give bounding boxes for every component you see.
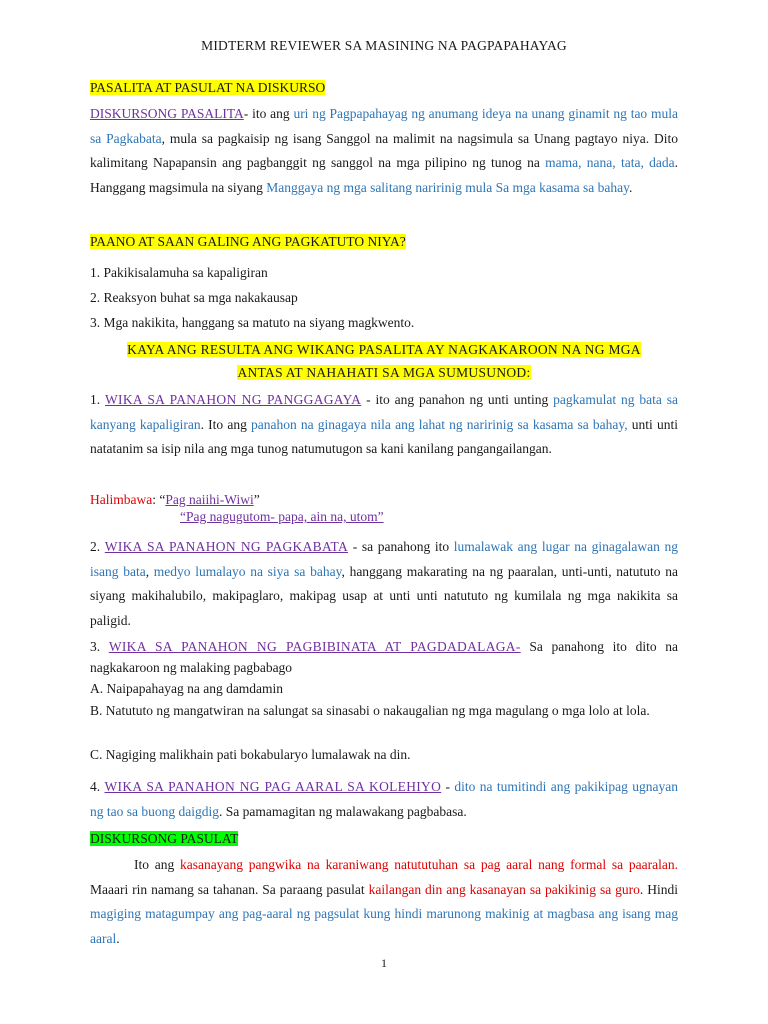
example-label: Halimbawa: [90, 492, 153, 507]
text: . Ito ang: [200, 416, 251, 432]
example-line-2: [90, 507, 678, 527]
paragraph-diskursong-pasulat: [90, 853, 678, 951]
heading-text: PAANO AT SAAN GALING ANG PAGKATUTO NIYA?: [90, 234, 406, 249]
highlight-text: pagkamulat ng bata sa kanyang kapaligiran: [90, 392, 678, 432]
term-diskursong-pasalita: DISKURSONG PASALITA: [90, 106, 244, 121]
highlight-text: panahon na ginagaya nila ang lahat ng naririnig sa kasama sa bahay,: [250, 416, 628, 432]
text: - ito ang: [243, 106, 294, 121]
term-kolehiyo: WIKA SA PANAHON NG PAG AARAL SA KOLEHIYO: [104, 779, 442, 794]
list-item: 3. Mga nakikita, hanggang sa matuto na siyang magkwento.: [90, 315, 415, 330]
text: - sa panahong ito: [348, 539, 454, 554]
text: , mula sa pagkaisip ng isang Sanggol na malimit na nagsimula sa Unang pagtayo niya. Dito kalimitang Napapansin ang pagbanggit ng sanggol na mga pilipino ng tunog na: [90, 130, 678, 170]
highlight-text: kasanayang pangwika na karaniwang natututuhan sa pag aaral nang formal sa paaralan.: [180, 857, 678, 872]
banner-line-2: ANTAS AT NAHAHATI SA MGA SUMUSUNOD:: [237, 365, 531, 380]
text: -: [441, 779, 455, 794]
text: unti unti natatanim sa isip nila ang mga tunog natumutugon sa kani kanilang pangangailangan.: [90, 416, 678, 456]
section-heading-pasalita-pasulat: [90, 80, 678, 96]
text: . Sa pamamagitan ng malawakang pagbabasa.: [218, 803, 467, 819]
sub-item-b: B. Natututo ng mangatwiran na salungat sa sinasabi o nakaugalian ng mga magulang o mga lolo at lola.: [90, 703, 650, 718]
highlight-text: kailangan din ang kasanayan sa pakikinig sa guro: [368, 881, 640, 897]
document-title: MIDTERM REVIEWER SA MASINING NA PAGPAPAHAYAG: [201, 38, 567, 53]
item-number: 1.: [90, 392, 105, 407]
page-number: 1: [381, 956, 387, 970]
highlight-text: dito na tumitindi ang pakikipag ugnayan ng tao sa buong daigdig: [90, 779, 678, 819]
item-number: 4.: [90, 779, 105, 794]
text: Sa panahong ito dito na nagkakaroon ng malaking pagbabago: [90, 639, 678, 675]
sub-item-a: A. Naipapahayag na ang damdamin: [90, 681, 284, 696]
text: ”: [253, 492, 260, 507]
section-heading-pasulat: [90, 831, 678, 847]
text: ,: [145, 563, 154, 579]
term-pagkabata: WIKA SA PANAHON NG PAGKABATA: [104, 539, 349, 554]
highlight-text: medyo lumalayo na siya sa bahay: [153, 563, 342, 579]
item-kolehiyo: [90, 775, 678, 824]
text: - ito ang panahon ng unti unting: [361, 392, 554, 407]
term-panggagaya: WIKA SA PANAHON NG PANGGAGAYA: [105, 392, 362, 407]
list-item: 1. Pakikisalamuha sa kapaligiran: [90, 265, 268, 280]
item-pagbibinata: [90, 636, 678, 678]
banner-line-1: KAYA ANG RESULTA ANG WIKANG PASALITA AY NAGKAKAROON NA NG MGA: [127, 342, 641, 357]
item-pagkabata: [90, 535, 678, 633]
sub-item-c: C. Nagiging malikhain pati bokabularyo lumalawak na din.: [90, 747, 411, 762]
text: :: [152, 492, 160, 507]
text: . Hindi: [639, 881, 678, 897]
text: Ito ang: [134, 857, 181, 872]
text: .: [116, 930, 120, 946]
section-heading-pagkatuto: [90, 234, 678, 250]
example-1: Pag naiihi-Wiwi: [165, 492, 254, 507]
text: Maaari rin namang sa tahanan. Sa paraang pasulat: [90, 881, 369, 897]
example-2: “Pag nagugutom- papa, ain na, utom”: [180, 509, 384, 524]
highlight-text: uri ng Pagpapahayag ng anumang ideya na unang ginamit ng tao mula sa Pagkabata: [90, 106, 678, 146]
item-panggagaya: [90, 388, 678, 462]
heading-text: PASALITA AT PASULAT NA DISKURSO: [90, 80, 326, 95]
highlight-text: lumalawak ang lugar na ginagalawan ng isang bata: [90, 539, 679, 579]
banner-wikang-pasalita: [90, 338, 678, 384]
text: “: [159, 492, 166, 507]
text: . Hanggang magsimula na siyang: [90, 155, 678, 195]
highlight-text: magiging matagumpay ang pag-aaral ng pagsulat kung hindi marunong makinig at magbasa ang isang mag aaral: [90, 906, 678, 946]
item-number: 3.: [90, 639, 109, 654]
heading-text: DISKURSONG PASULAT: [90, 831, 239, 846]
highlight-text: mama, nana, tata, dada: [545, 155, 675, 170]
item-number: 2.: [90, 539, 105, 554]
highlight-text: Manggaya ng mga salitang naririnig mula Sa mga kasama sa bahay: [266, 179, 629, 195]
text: , hanggang makarating na ng paaralan, unti-unti, natututo na siyang makihalubilo, makipaglaro, makipag usap at unti unti natututo ng kumilala ng mga nakikita sa paligid.: [90, 563, 678, 628]
paragraph-diskursong-pasalita: [90, 102, 678, 200]
term-pagbibinata: WIKA SA PANAHON NG PAGBIBINATA AT PAGDADALAGA-: [108, 639, 521, 654]
text: .: [629, 179, 633, 195]
list-item: 2. Reaksyon buhat sa mga nakakausap: [90, 290, 298, 305]
